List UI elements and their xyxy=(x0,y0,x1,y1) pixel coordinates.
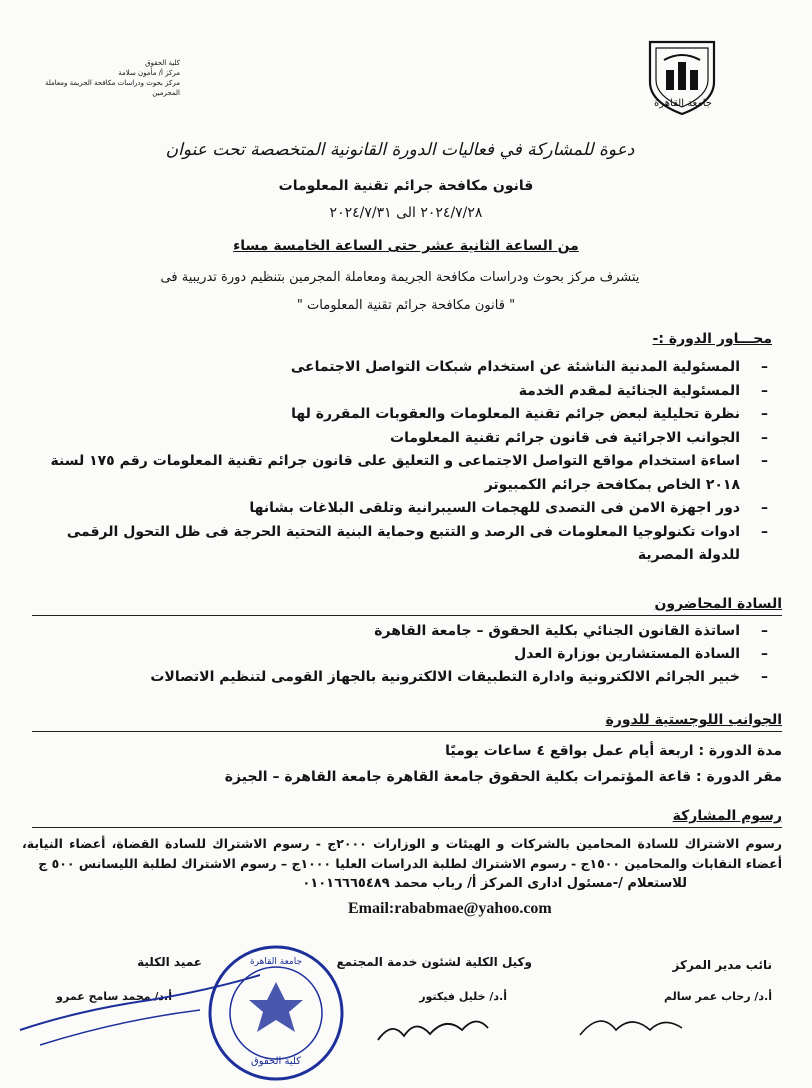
course-time: من الساعة الثانية عشر حتى الساعة الخامسة مساء xyxy=(233,238,579,254)
intro-quote: " قانون مكافحة جرائم تقنية المعلومات " xyxy=(296,298,516,313)
topic-item: – دور اجهزة الامن فى التصدى للهجمات السيبرانية وتلقى البلاغات بشانها xyxy=(32,497,772,521)
logistics-block xyxy=(42,738,782,790)
fees-text: رسوم الاشتراك للسادة المحامين بالشركات و الهيئات و الوزارات ٢٠٠٠ج - رسوم الاشتراك للسادة القضاة، أعضاء النيابة، أعضاء النقابات والمحامين ١٥٠٠ج - رسوم الاشتراك لطلبة الدراسات العليا ١٠٠٠ج – رسوم الاشتراك لطلبة الليسانس ٥٠٠ ج xyxy=(22,836,782,871)
course-venue: مقر الدورة : قاعة المؤتمرات بكلية الحقوق جامعة القاهرة جامعة القاهرة – الجيزة xyxy=(224,769,782,785)
topic-item: – اساءة استخدام مواقع التواصل الاجتماعى و التعليق على قانون جرائم تقنية المعلومات رقم ١٧٥ لسنة ٢٠١٨ الخاص بمكافحة جرائم الكمبيوتر xyxy=(32,450,772,497)
topic-item: – ادوات تكنولوجيا المعلومات فى الرصد و التتبع وحماية البنية التحتية الحرجة فى ظل التحول الرقمى للدولة المصرية xyxy=(32,521,772,568)
signatory-name-deputy-director: أ.د/ رحاب عمر سالم xyxy=(664,990,772,1003)
signatory-name-vice-dean: أ.د/ خليل فيكتور xyxy=(419,990,507,1003)
topic-item: – الجوانب الاجرائية فى قانون جرائم تقنية المعلومات xyxy=(32,427,772,451)
topic-item: – نظرة تحليلية لبعض جرائم تقنية المعلومات والعقوبات المقررة لها xyxy=(32,403,772,427)
lecturer-item: – اساتذة القانون الجنائي بكلية الحقوق – جامعة القاهرة xyxy=(72,620,772,643)
section-divider xyxy=(32,615,782,616)
lecturer-item: – خبير الجرائم الالكترونية وادارة التطبيقات الالكترونية بالجهاز القومى لتنظيم الاتصالات xyxy=(72,666,772,689)
topics-title: محـــاور الدورة :- xyxy=(652,331,772,347)
header-line-2: مركز أ/ مأمون سلامة xyxy=(118,69,180,77)
topic-item: – المسئولية الجنائية لمقدم الخدمة xyxy=(32,380,772,404)
section-divider xyxy=(32,827,782,828)
fees-title: رسوم المشاركة xyxy=(672,808,782,824)
logistics-title: الجوانب اللوجستية للدورة xyxy=(605,712,782,728)
topics-list xyxy=(32,356,772,568)
contact-line: للاستعلام /-مسئول ادارى المركز أ/ رباب محمد ٠١٠١٦٦٦٥٤٨٩ xyxy=(302,876,687,891)
header-line-3: مركز بحوث ودراسات مكافحة الجريمة ومعاملة المجرمين xyxy=(44,79,180,97)
topic-item: – المسئولية المدنية الناشئة عن استخدام شبكات التواصل الاجتماعى xyxy=(32,356,772,380)
lecturers-title: السادة المحاضرون xyxy=(654,596,782,612)
invitation-heading: دعوة للمشاركة في فعاليات الدورة القانونية المتخصصة تحت عنوان xyxy=(165,140,635,160)
official-seal xyxy=(205,942,347,1084)
course-dates: ٢٠٢٤/٧/٢٨ الى ٢٠٢٤/٧/٣١ xyxy=(329,205,483,221)
header-line-1: كلية الحقوق xyxy=(145,59,180,67)
signatory-role-dean: عميد الكلية xyxy=(137,955,202,969)
logo-caption: جامعة القاهرة xyxy=(654,98,712,109)
signatory-name-dean: أ.د/ محمد سامح عمرو xyxy=(56,990,172,1003)
header-stamp-text xyxy=(40,58,180,98)
course-duration: مدة الدورة : اربعة أيام عمل بواقع ٤ ساعات يوميًا xyxy=(445,743,782,759)
intro-text: يتشرف مركز بحوث ودراسات مكافحة الجريمة ومعاملة المجرمين بتنظيم دورة تدريبية فى xyxy=(160,270,640,285)
contact-email[interactable]: Email:rababmae@yahoo.com xyxy=(348,900,552,917)
signatory-role-deputy-director: نائب مدير المركز xyxy=(672,958,772,972)
lecturer-item: – السادة المستشارين بوزارة العدل xyxy=(72,643,772,666)
signatory-role-vice-dean: وكيل الكلية لشئون خدمة المجتمع xyxy=(336,955,532,969)
svg-text:كلية الحقوق: كلية الحقوق xyxy=(251,1056,301,1067)
course-title: قانون مكافحة جرائم تقنية المعلومات xyxy=(278,178,534,194)
lecturers-list xyxy=(72,620,772,689)
svg-text:جامعة القاهرة: جامعة القاهرة xyxy=(249,957,303,967)
section-divider xyxy=(32,731,782,732)
